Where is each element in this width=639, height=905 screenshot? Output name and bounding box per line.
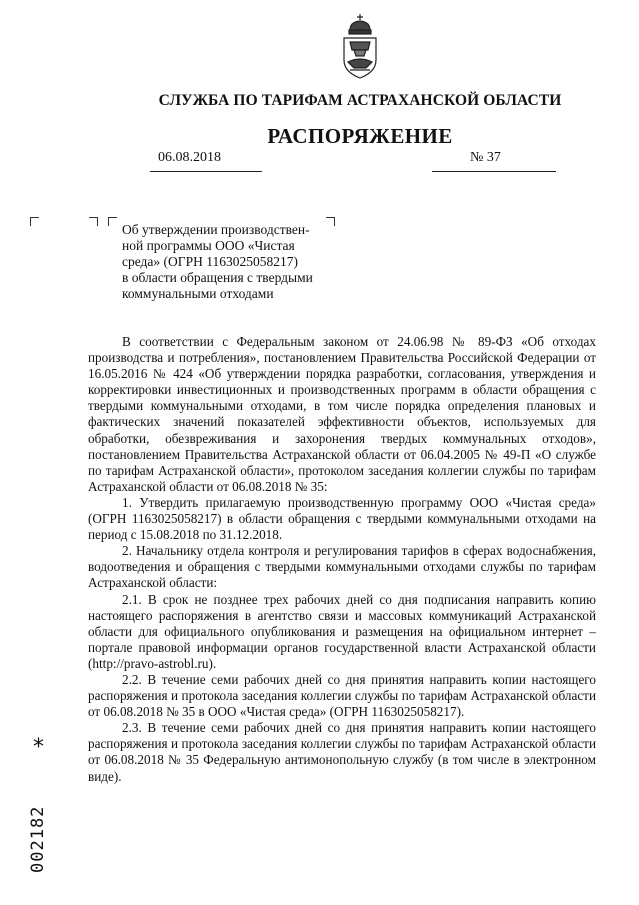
clause-2-2: 2.2. В течение семи рабочих дней со дня принятия направить копии настоящего распоряжения и протокола заседания коллегии службы по тарифам Астраханской области от 06.08.2018 № 35 в ООО «Чистая среда» (ОГРН 1163025058217).: [88, 671, 596, 720]
subject-line: Об утверждении производствен-: [122, 222, 310, 237]
document-date: 06.08.2018: [158, 150, 221, 165]
serial-number-text: 002182: [28, 805, 48, 873]
number-underline: [432, 171, 556, 172]
subject-line: ной программы ООО «Чистая: [122, 238, 295, 253]
document-subject: [122, 222, 382, 302]
coat-of-arms-emblem: [336, 12, 384, 82]
date-underline: [150, 171, 262, 172]
corner-mark-left: [30, 217, 39, 226]
document-body: [88, 334, 596, 785]
document-type-title: РАСПОРЯЖЕНИЕ: [267, 124, 453, 148]
clause-2-3: 2.3. В течение семи рабочих дней со дня принятия направить копии настоящего распоряжения и протокола заседания коллегии службы по тарифам Астраханской области от 06.08.2018 № 35 Федеральную антимонопольную службу (в том числе в электронном виде).: [88, 720, 596, 784]
margin-serial-number: [22, 765, 62, 875]
clause-2: 2. Начальнику отдела контроля и регулирования тарифов в сферах водоснабжения, водоотведения и обращения с твердыми коммунальными отходами службы по тарифам Астраханской области:: [88, 543, 596, 591]
subject-line: в области обращения с твердыми: [122, 270, 313, 285]
margin-star-mark: *: [33, 735, 44, 760]
agency-name: СЛУЖБА ПО ТАРИФАМ АСТРАХАНСКОЙ ОБЛАСТИ: [158, 92, 562, 109]
subject-line: среда» (ОГРН 1163025058217): [122, 254, 298, 269]
corner-mark-subject-open: [108, 217, 117, 226]
preamble-paragraph: В соответствии с Федеральным законом от 24.06.98 № 89-ФЗ «Об отходах производства и потребления», постановлением Правительства Российской Федерации от 16.05.2016 № 424 «Об утверждении порядка разработки, согласования, утверждения и корректировки инвестиционных и производственных программ в области обращения с твердыми коммунальными отходами, в том числе порядка определения плановых и фактических значений показателей эффективности объектов, используемых для обработки, обезвреживания и захоронения твердых коммунальных отходов», постановлением Правительства Астраханской области от 06.04.2005 № 49-П «О службе по тарифам Астраханской области», протоколом заседания коллегии службы по тарифам Астраханской области от 06.08.2018 № 35:: [88, 334, 596, 494]
clause-1: 1. Утвердить прилагаемую производственную программу ООО «Чистая среда» (ОГРН 1163025058217) в области обращения с твердыми коммунальными отходами на период с 15.08.2018 по 31.12.2018.: [88, 494, 596, 543]
document-number: № 37: [470, 150, 501, 165]
clause-2-1: 2.1. В срок не позднее трех рабочих дней со дня подписания направить копию настоящего распоряжения в агентство связи и массовых коммуникаций Астраханской области для официального опубликования и размещения на официальном интернет – портале правовой информации органов государственной власти Астраханской области (http://pravo-astrobl.ru).: [88, 591, 596, 671]
corner-mark-subject-start: [89, 217, 98, 226]
subject-line: коммунальными отходами: [122, 286, 274, 301]
